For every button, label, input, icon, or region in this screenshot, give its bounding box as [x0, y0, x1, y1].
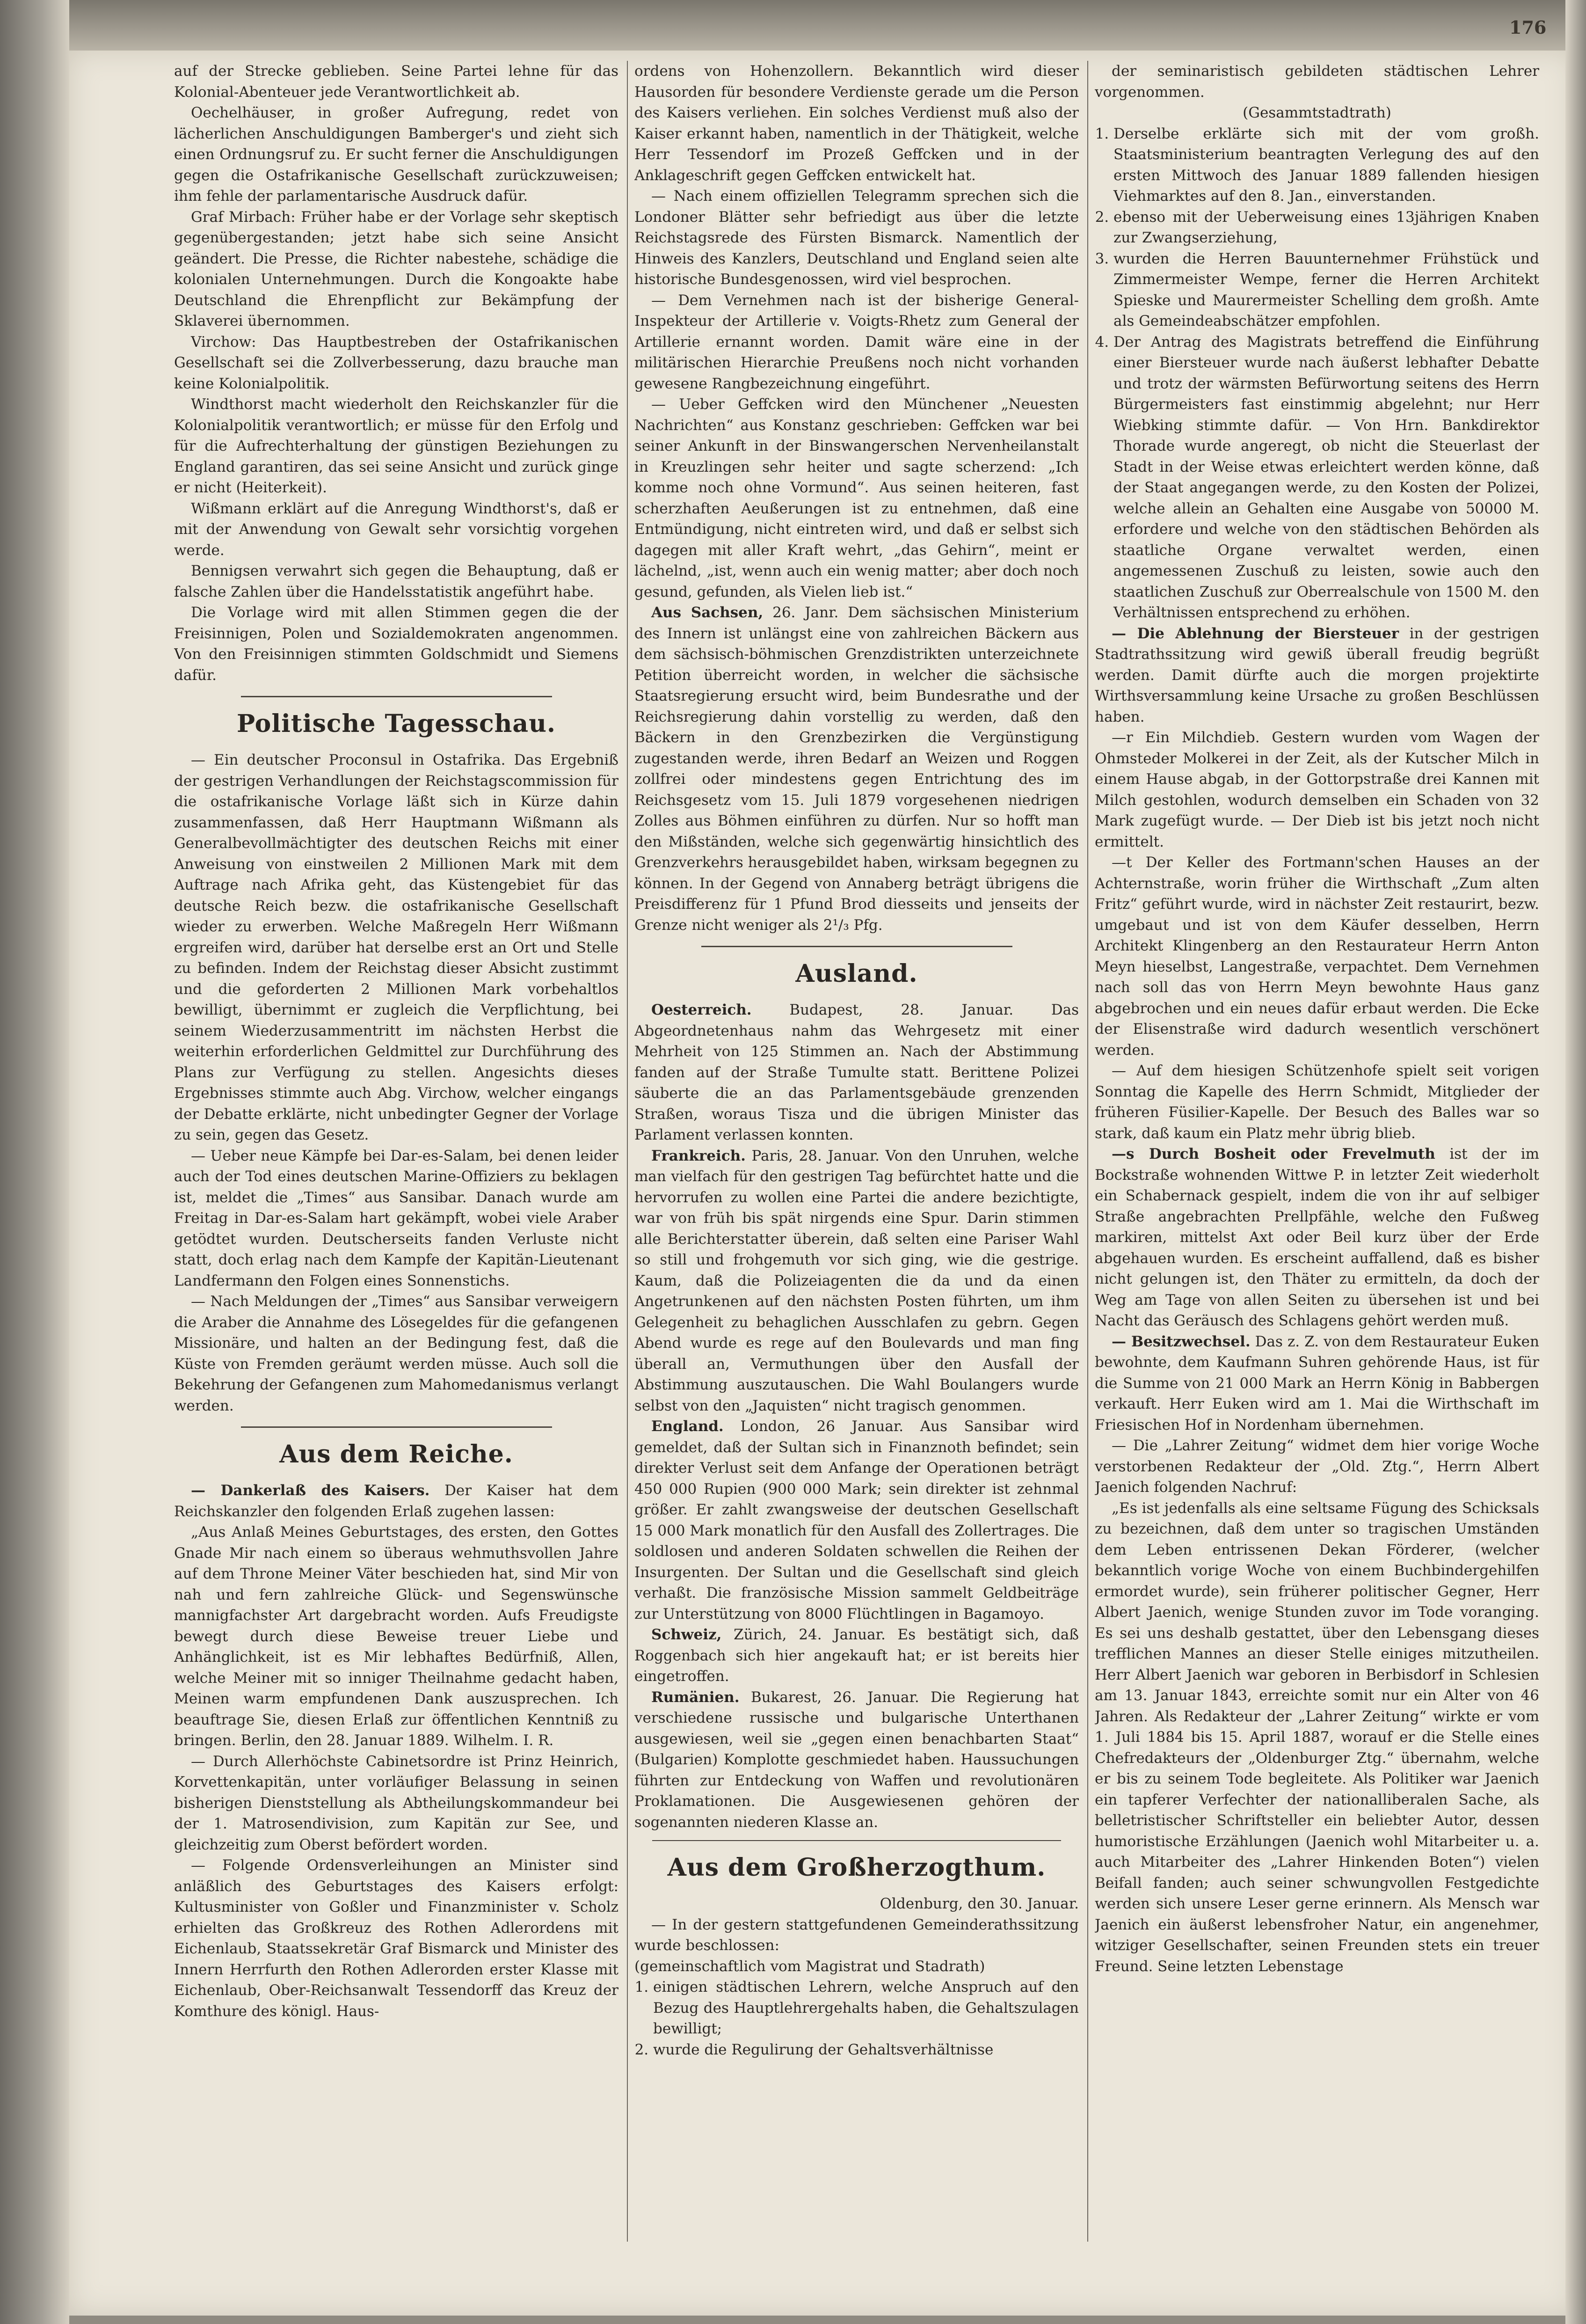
paragraph — [1095, 623, 1539, 728]
column-rule — [627, 61, 628, 2242]
section-heading-politische-tagesschau: Politische Tagesschau. — [236, 709, 556, 738]
paragraph — [634, 1416, 1079, 1624]
page-top-edge — [69, 0, 1586, 51]
paragraph — [634, 1000, 1079, 1146]
paragraph-keyword: — Dankerlaß des Kaisers. — [191, 1482, 430, 1499]
paragraph: Wißmann erklärt auf die Anregung Windthorst's, daß er mit der Anwendung von Gewalt sehr vorsichtig vorgehen werde. — [174, 500, 618, 559]
column-1 — [174, 61, 618, 2260]
paragraph: auf der Strecke geblieben. Seine Partei lehne für das Kolonial-Abenteuer jede Verantwortlichkeit ab. — [174, 63, 618, 101]
list-item: 2. wurde die Regulirung der Gehaltsverhältnisse — [653, 2039, 1079, 2061]
paragraph — [1095, 1331, 1539, 1436]
paragraph: Virchow: Das Hauptbestreben der Ostafrikanischen Gesellschaft sei die Zollverbesserung, dazu brauche man keine Kolonialpolitik. — [174, 333, 618, 392]
paragraph-keyword: Schweiz, — [651, 1626, 722, 1643]
book-binding-edge — [0, 0, 69, 2324]
list-item: 1. einigen städtischen Lehrern, welche Anspruch auf den Bezug des Hauptlehrergehalts haben, die Gehaltszulagen bewilligt; — [653, 1977, 1079, 2039]
resolution-list — [1095, 124, 1539, 623]
paragraph: — Die „Lahrer Zeitung“ widmet dem hier vorige Woche verstorbenen Redakteur der „Old. Ztg.“, Herrn Albert Jaenich folgenden Nachruf: — [1095, 1437, 1539, 1496]
paragraph — [174, 1480, 618, 1522]
paragraph: —t Der Keller des Fortmann'schen Hauses an der Achternstraße, worin früher die Wirthschaft „Zum alten Fritz“ geführt wurde, wird in nächster Zeit restaurirt, bezw. umgebaut und ist von dem Käufer desselben, Herrn Architekt Klingenberg an den Restaurateur Herrn Anton Meyn hieselbst, Langestraße, verpachtet. Dem Vernehmen nach soll das von Herrn Meyn bewohnte Haus ganz abgebrochen und ein neues dafür erbaut werden. Die Ecke der Elisenstraße wird dadurch wesentlich verschönert werden. — [1095, 854, 1539, 1059]
paragraph: Die Vorlage wird mit allen Stimmen gegen die der Freisinnigen, Polen und Sozialdemokraten angenommen. Von den Freisinnigen stimmten Goldschmidt und Siemens dafür. — [174, 604, 618, 684]
paragraph: „Es ist jedenfalls als eine seltsame Fügung des Schicksals zu bezeichnen, daß dem unter so tragischen Umständen dem Leben entrissenen Dekan Förderer, (welcher bekanntlich vorige Woche von einem Buchbindergehilfen ermordet wurde), sein früherer politischer Gegner, Herr Albert Jaenich, wenige Stunden zuvor im Tode voranging. Es sei uns deshalb gestattet, über den Lebensgang dieses trefflichen Mannes an dieser Stelle einiges mitzutheilen. Herr Albert Jaenich war geboren in Berbisdorf in Schlesien am 13. Januar 1843, erreichte somit nur ein Alter von 46 Jahren. Als Redakteur der „Lahrer Zeitung“ wirkte er vom 1. Juli 1884 bis 15. April 1887, worauf er die Stelle eines Chefredakteurs der „Oldenburger Ztg.“ übernahm, welche er bis zu seinem Tode begleitete. Als Politiker war Jaenich ein tapferer Verfechter der nationalliberalen Sache, als belletristischer Schriftsteller ein beliebter Autor, dessen humoristische Erzählungen (Jaenich wohl Mitarbeiter u. a. auch Mitarbeiter des „Lahrer Hinkenden Boten“) vielen Beifall fanden; auch seiner schwungvollen Festgedichte werden sich unsere Leser gerne erinnern. Als Mensch war Jaenich ein äußerst lebensfroher Natur, ein angenehmer, witziger Gesellschafter, seinen Freunden stets ein treuer Freund. Seine letzten Lebenstage — [1095, 1499, 1539, 1975]
paragraph-text: Paris, 28. Januar. Von den Unruhen, welche man vielfach für den gestrigen Tag befürchtet hatte und die hervorrufen zu wollen eine Partei die andere bezichtigte, war von früh bis spät nirgends eine Spur. Darin stimmen alle Berichterstatter überein, daß selten eine Pariser Wahl so still und frohgemuth vor sich ging, wie die gestrige. Kaum, daß die Polizeiagenten die da und da einen Angetrunkenen auf den nächsten Posten führten, um ihm Gelegenheit zu behaglichen Ausschlafen zu gebrn. Gegen Abend wurde es rege auf den Boulevards und man fing überall an, Vermuthungen über den Ausfall der Abstimmung auszutauschen. Die Wahl Boulangers wurde selbst von den „Jaquisten“ nicht tragisch genommen. — [634, 1147, 1079, 1414]
list-item: 1. Derselbe erklärte sich mit der vom großh. Staatsministerium beantragten Verlegung des auf den ersten Mittwoch des Januar 1889 fallenden hiesigen Viehmarktes auf den 8. Jan., einverstanden. — [1113, 124, 1539, 207]
section-heading-ausland: Ausland. — [795, 959, 918, 988]
section-divider — [241, 1426, 552, 1428]
paragraph-keyword: Aus Sachsen, — [651, 604, 764, 621]
paragraph-keyword: — Besitzwechsel. — [1112, 1333, 1251, 1350]
resolution-list — [634, 1977, 1079, 2060]
paragraph: der seminaristisch gebildeten städtischen Lehrer vorgenommen. — [1095, 63, 1539, 101]
dateline: Oldenburg, den 30. Januar. — [880, 1895, 1079, 1912]
paragraph: — Ein deutscher Proconsul in Ostafrika. Das Ergebniß der gestrigen Verhandlungen der Reichstagscommission für die ostafrikanische Vorlage läßt sich in Kürze dahin zusammenfassen, daß Herr Hauptmann Wißmann als Generalbevollmächtigter des deutschen Reichs mit einer Anweisung von einstweilen 2 Millionen Mark mit dem Auftrage nach Afrika geht, das Küstengebiet für das deutsche Reich bezw. die ostafrikanische Gesellschaft wieder zu erwerben. Welche Maßregeln Herr Wißmann ergreifen wird, darüber hat derselbe erst an Ort und Stelle zu befinden. Indem der Reichstag dieser Absicht zustimmt und die geforderten 2 Millionen Mark vorbehaltlos bewilligt, übernimmt er zugleich die Verpflichtung, bei seinem Wiederzusammentritt im nächsten Herbst die weiterhin erforderlichen Geldmittel zur Durchführung des Plans zur Verfügung zu stellen. Angesichts dieses Ergebnisses stimmte auch Abg. Virchow, welcher eingangs der Debatte erklärte, nicht unbedingter Gegner der Vorlage zu sein, gegen das Gesetz. — [174, 752, 618, 1143]
page-right-edge — [1565, 0, 1586, 2324]
paragraph: — Auf dem hiesigen Schützenhofe spielt seit vorigen Sonntag die Kapelle des Herrn Schmidt, Mitglieder der früheren Füsilier-Kapelle. Der Besuch des Balles war so stark, daß kaum ein Platz mehr übrig blieb. — [1095, 1062, 1539, 1142]
paragraph — [634, 1687, 1079, 1833]
paragraph: — Folgende Ordensverleihungen an Minister sind anläßlich des Geburtstages des Kaisers erfolgt: Kultusminister von Goßler und Finanzminister v. Scholz erhielten das Großkreuz des Rothen Adlerordens mit Eichenlaub, Staatssekretär Graf Bismarck und Minister des Innern Herrfurth den Rothen Adlerorden erster Klasse mit Eichenlaub, Ober-Reichsanwalt Tessendorff das Kreuz der Komthure des königl. Haus- — [174, 1857, 618, 2020]
paragraph-text: Das z. Z. von dem Restaurateur Euken bewohnte, dem Kaufmann Suhren gehörende Haus, ist für die Summe von 21 000 Mark an Herrn König in Babbergen verkauft. Herr Euken wird am 1. Mai die Wirthschaft im Friesischen Hof in Nordenham übernehmen. — [1095, 1333, 1539, 1433]
paragraph-keyword: Rumänien. — [651, 1688, 740, 1706]
paragraph: — Ueber Geffcken wird den Münchener „Neuesten Nachrichten“ aus Konstanz geschrieben: Geffcken war bei seiner Ankunft in der Binswangerschen Nervenheilanstalt in Kreuzlingen sehr heiter und sagte scherzend: „Ich komme noch ohne Vormund“. Aus seinen heiteren, fast scherzhaften Aeußerungen ist zu entnehmen, daß eine Entmündigung, nicht eintreten wird, und daß er selbst sich dagegen mit aller Kraft wehrt, „das Gehirn“, meint er lächelnd, „ist, wenn auch ein wenig matter; aber doch noch gesund, gefunden, als Vielen lieb ist.“ — [634, 396, 1079, 600]
paragraph: Windthorst macht wiederholt den Reichskanzler für die Kolonialpolitik verantwortlich; er müsse für den Erfolg und für die Aufrechterhaltung der günstigen Beziehungen zu England garantiren, das sei seine Ansicht und zurück ginge er nicht (Heiterkeit). — [174, 396, 618, 496]
section-divider — [241, 696, 552, 697]
list-item: 4. Der Antrag des Magistrats betreffend die Einführung einer Biersteuer wurde nach äußerst lebhafter Debatte und trotz der wärmsten Befürwortung seitens des Herrn Bürgermeisters fast einstimmig abgelehnt; nur Herr Wiebking stimmte dafür. — Von Hrn. Bankdirektor Thorade wurde angeregt, ob nicht die Steuerlast der Stadt in der Weise etwas erleichtert werden könne, daß der Staat angegangen werde, zu den Kosten der Polizei, welche allein an Gehalten eine Ausgabe von 50000 M. erfordere und welche von den städtischen Behörden als staatliche Organe verwaltet werden, einen angemessenen Zuschuß zu leisten, sowie auch den staatlichen Zuschuß zur Oberrealschule von 1500 M. den Verhältnissen entsprechend zu erhöhen. — [1113, 332, 1539, 623]
paragraph: — Durch Allerhöchste Cabinetsordre ist Prinz Heinrich, Korvettenkapitän, unter vorläufiger Belassung in seinen bisherigen Dienststellung als Abtheilungskommandeur bei der 1. Matrosendivision, zum Kapitän zur See, und gleichzeitig zum Oberst befördert worden. — [174, 1753, 618, 1853]
paragraph: — In der gestern stattgefundenen Gemeinderathssitzung wurde beschlossen: — [634, 1916, 1079, 1954]
paragraph-text: London, 26 Januar. Aus Sansibar wird gemeldet, daß der Sultan sich in Finanznoth befindet; sein direkter Verlust seit dem Anfange der Operationen beträgt 450 000 Rupien (900 000 Mark; sein direkter ist zehnmal größer. Er zahlt zwangsweise der deutschen Gesellschaft 15 000 Mark monatlich für den Ausfall des Zollertrages. Die soldlosen und anderen Soldaten schwellen die Reihen der Insurgenten. Der Sultan und die Gesellschaft sind gleich verhaßt. Die französische Mission sammelt Geldbeiträge zur Unterstützung von 8000 Flüchtlingen in Bagamoyo. — [634, 1418, 1079, 1622]
paragraph-text: Bukarest, 26. Januar. Die Regierung hat verschiedene russische und bulgarische Unterthanen ausgewiesen, weil sie „gegen einen benachbarten Staat“ (Bulgarien) Komplotte geschmiedet haben. Haussuchungen führten zur Entdeckung von Waffen und revolutionären Proklamationen. Die Ausgewiesenen gehören der sogenannten niederen Klasse an. — [634, 1688, 1079, 1831]
column-rule — [1087, 61, 1088, 2242]
page-number: 176 — [1509, 17, 1547, 38]
paragraph: Graf Mirbach: Früher habe er der Vorlage sehr skeptisch gegenübergestanden; jetzt habe sich seine Ansicht geändert. Die Presse, die Richter nabestehe, schädige die kolonialen Unternehmungen. Durch die Kongoakte habe Deutschland die Ehrenpflicht zur Bekämpfung der Sklaverei übernommen. — [174, 208, 618, 329]
paragraph: — Ueber neue Kämpfe bei Dar-es-Salam, bei denen leider auch der Tod eines deutschen Marine-Offiziers zu beklagen ist, meldet die „Times“ aus Sansibar. Danach wurde am Freitag in Dar-es-Salam hart gekämpft, wobei viele Araber getödtet wurden. Deutscherseits fanden Verluste nicht statt, doch erlag nach dem Kampfe der Kapitän-Lieutenant Landfermann den Folgen eines Sonnenstichs. — [174, 1147, 618, 1289]
list-item: 2. ebenso mit der Ueberweisung eines 13jährigen Knaben zur Zwangserziehung, — [1113, 207, 1539, 248]
paragraph-keyword: Frankreich. — [651, 1147, 746, 1164]
paragraph: — Nach einem offiziellen Telegramm sprechen sich die Londoner Blätter sehr befriedigt aus über die letzte Reichstagsrede des Fürsten Bismarck. Namentlich der Hinweis des Kanzlers, Deutschland und England seien alte historische Bundesgenossen, wird viel besprochen. — [634, 188, 1079, 288]
paragraph — [634, 1146, 1079, 1417]
paragraph-text: ist der im Bockstraße wohnenden Wittwe P. in letzter Zeit wiederholt ein Schabernack gespielt, indem die von ihr auf selbiger Straße angebrachten Prellpfähle, welche den Fußweg markiren, mittelst Axt oder Beil kurz über der Erde abgehauen wurden. Es erscheint auffallend, daß es bisher nicht gelungen ist, den Thäter zu ermitteln, da doch der Weg am Tage von allen Seiten zu übersehen ist und bei Nacht das Geräusch des Schlagens gehört werden muß. — [1095, 1146, 1539, 1329]
section-heading-aus-dem-reiche: Aus dem Reiche. — [279, 1440, 513, 1469]
paragraph: — Dem Vernehmen nach ist der bisherige General-Inspekteur der Artillerie v. Voigts-Rhetz zum General der Artillerie ernannt worden. Damit wäre eine in der militärischen Hierarchie Preußens noch nicht vorhanden gewesene Rangbezeichnung eingeführt. — [634, 292, 1079, 392]
paragraph — [634, 602, 1079, 935]
paragraph: ordens von Hohenzollern. Bekanntlich wird dieser Hausorden für besondere Verdienste gerade um die Person des Kaisers verliehen. Ein solches Verdienst muß also der Kaiser erkannt haben, namentlich in der Thätigkeit, welche Herr Tessendorf im Prozeß Geffcken und in der Anklageschrift gegen Geffcken entwickelt hat. — [634, 63, 1079, 184]
paragraph-keyword: — Die Ablehnung der Biersteuer — [1112, 625, 1399, 642]
paragraph: (Gesammtstadtrath) — [1243, 104, 1391, 121]
paragraph — [1095, 1144, 1539, 1331]
paragraph-text: Budapest, 28. Januar. Das Abgeordnetenhaus nahm das Wehrgesetz mit einer Mehrheit von 125 Stimmen an. Nach der Abstimmung fanden auf der Straße Tumulte statt. Berittene Polizei säuberte die an das Parlamentsgebäude grenzenden Straßen, woraus Tisza und die übrigen Minister das Parlament verlassen konnten. — [634, 1001, 1079, 1143]
paragraph: — Nach Meldungen der „Times“ aus Sansibar verweigern die Araber die Annahme des Lösegeldes für die gefangenen Missionäre, und halten an der Bedingung fest, daß die Küste von Fremden geräumt werden müsse. Auch soll die Bekehrung der Gefangenen zum Mahomedanismus verlangt werden. — [174, 1293, 618, 1414]
list-item: 3. wurden die Herren Bauunternehmer Frühstück und Zimmermeister Wempe, ferner die Herren Architekt Spieske und Maurermeister Schelling dem großh. Amte als Gemeindeabschätzer empfohlen. — [1113, 248, 1539, 332]
column-3 — [1095, 61, 1539, 2260]
section-heading-aus-dem-grossherzogthum: Aus dem Großherzogthum. — [667, 1853, 1046, 1882]
paragraph: „Aus Anlaß Meines Geburtstages, des ersten, den Gottes Gnade Mir nach einem so überaus wehmuthsvollen Jahre auf dem Throne Meiner Väter beschieden hat, sind Mir von nah und fern zahlreiche Glück- und Segenswünsche mannigfachster Art dargebracht worden. Aufs Freudigste bewegt durch diese Beweise treuer Liebe und Anhänglichkeit, ist es Mir lebhaftes Bedürfniß, Allen, welche Meiner mit so inniger Theilnahme gedacht haben, Meinen warm empfundenen Dank auszusprechen. Ich beauftrage Sie, diesen Erlaß zur öffentlichen Kenntniß zu bringen. Berlin, den 28. Januar 1889. Wilhelm. I. R. — [174, 1524, 618, 1749]
paragraph-text: Der Kaiser hat dem Reichskanzler den folgenden Erlaß zugehen lassen: — [174, 1482, 618, 1520]
paragraph: Oechelhäuser, in großer Aufregung, redet von lächerlichen Anschuldigungen Bamberger's und zieht sich einen Ordnungsruf zu. Er sucht ferner die Anschuldigungen gegen die Ostafrikanische Gesellschaft zurückzuweisen; ihm fehle der parlamentarische Ausdruck dafür. — [174, 104, 618, 205]
paragraph: —r Ein Milchdieb. Gestern wurden vom Wagen der Ohmsteder Molkerei in der Zeit, als der Kutscher Milch in einem Hause abgab, in der Gottorpstraße drei Kannen mit Milch gestohlen, wodurch demselben ein Schaden von 32 Mark zugefügt wurde. — Der Dieb ist bis jetzt noch nicht ermittelt. — [1095, 729, 1539, 850]
paragraph-keyword: England. — [651, 1418, 724, 1435]
paragraph-keyword: Oesterreich. — [651, 1001, 752, 1018]
paragraph-keyword: —s Durch Bosheit oder Frevelmuth — [1112, 1146, 1435, 1162]
paragraph-text: in der gestrigen Stadtrathssitzung wird gewiß überall freudig begrüßt werden. Damit dürfte auch die morgen projektirte Wirthsversammlung keine Ursache zu großen Beschlüssen haben. — [1095, 625, 1539, 725]
paragraph: (gemeinschaftlich vom Magistrat und Stadrath) — [634, 1958, 985, 1975]
paragraph-text: Zürich, 24. Januar. Es bestätigt sich, daß Roggenbach sich hier angekauft hat; er ist bereits hier eingetroffen. — [634, 1626, 1079, 1685]
column-2 — [634, 61, 1079, 2260]
section-divider — [652, 1840, 1061, 1841]
paragraph: Bennigsen verwahrt sich gegen die Behauptung, daß er falsche Zahlen über die Handelsstatistik angeführt habe. — [174, 563, 618, 600]
paragraph-text: 26. Janr. Dem sächsischen Ministerium des Innern ist unlängst eine von zahlreichen Bäckern aus dem sächsisch-böhmischen Grenzdistrikten unterzeichnete Petition überreicht worden, in welcher die sächsische Staatsregierung ersucht wird, beim Bundesrathe und der Reichsregierung dahin vorstellig zu werden, daß den Bäckern in den Grenzbezirken die Vergünstigung zugestanden werde, ihren Bedarf an Weizen und Roggen zollfrei oder mindestens gegen Entrichtung des im Reichsgesetz vom 15. Juli 1879 vorgesehenen niedrigen Zolles aus Böhmen einführen zu dürfen. Nur so hofft man den Mißständen, welche sich gegenwärtig hinsichtlich des Grenzverkehrs herausgebildet haben, wirksam begegnen zu können. In der Gegend von Annaberg beträgt übrigens die Preisdifferenz für 1 Pfund Brod diesseits und jenseits der Grenze nicht weniger als 2¹/₃ Pfg. — [634, 604, 1079, 934]
paragraph — [634, 1624, 1079, 1687]
section-divider — [701, 946, 1012, 947]
